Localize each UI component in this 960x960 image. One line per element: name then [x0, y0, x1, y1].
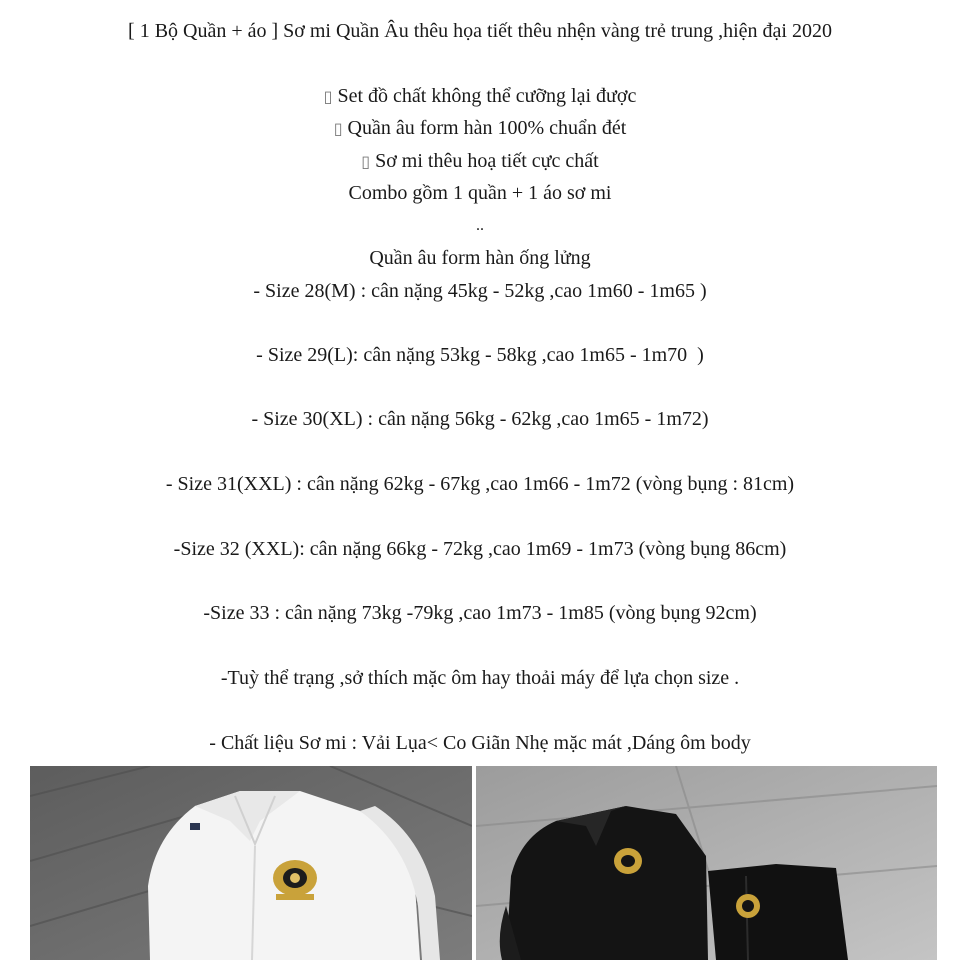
highlight-text: Quần âu form hàn 100% chuẩn đét: [347, 117, 627, 139]
size-line: -Size 33 : cân nặng 73kg -79kg ,cao 1m73 - 1m85 (vòng bụng 92cm): [203, 602, 757, 624]
size-line: - Size 30(XL) : cân nặng 56kg - 62kg ,cao 1m65 - 1m72): [251, 408, 709, 430]
highlight-text: Set đồ chất không thể cưỡng lại được: [337, 85, 637, 107]
highlight-item: [0, 116, 960, 141]
product-title: [ 1 Bộ Quần + áo ] Sơ mi Quần Âu thêu họa tiết thêu nhện vàng trẻ trung ,hiện đại 2020: [128, 20, 832, 42]
highlight-item: [0, 149, 960, 174]
bullet-icon: ▯: [323, 87, 333, 106]
highlight-text: Sơ mi thêu hoạ tiết cực chất: [375, 150, 599, 172]
size-note: -Tuỳ thể trạng ,sở thích mặc ôm hay thoải máy để lựa chọn size .: [220, 667, 740, 689]
dots-separator: ..: [476, 217, 484, 234]
size-line: - Size 28(M) : cân nặng 45kg - 52kg ,cao 1m60 - 1m65 ): [253, 280, 707, 302]
bullet-icon: ▯: [361, 152, 371, 171]
pants-heading: Quần âu form hàn ống lửng: [369, 247, 591, 269]
white-shirt-photo: [30, 766, 472, 960]
material-text: - Chất liệu Sơ mi : Vải Lụa< Co Giãn Nhẹ mặc mát ,Dáng ôm body: [209, 732, 751, 754]
black-set-photo: [476, 766, 937, 960]
size-line: - Size 29(L): cân nặng 53kg - 58kg ,cao 1m65 - 1m70 ): [256, 344, 704, 366]
combo-text: Combo gồm 1 quần + 1 áo sơ mi: [348, 182, 612, 204]
embroidery-icon: [273, 860, 317, 900]
size-line: - Size 31(XXL) : cân nặng 62kg - 67kg ,cao 1m66 - 1m72 (vòng bụng : 81cm): [165, 473, 795, 495]
size-line: -Size 32 (XXL): cân nặng 66kg - 72kg ,cao 1m69 - 1m73 (vòng bụng 86cm): [173, 538, 787, 560]
highlight-item: [0, 84, 960, 109]
bullet-icon: ▯: [333, 119, 343, 138]
